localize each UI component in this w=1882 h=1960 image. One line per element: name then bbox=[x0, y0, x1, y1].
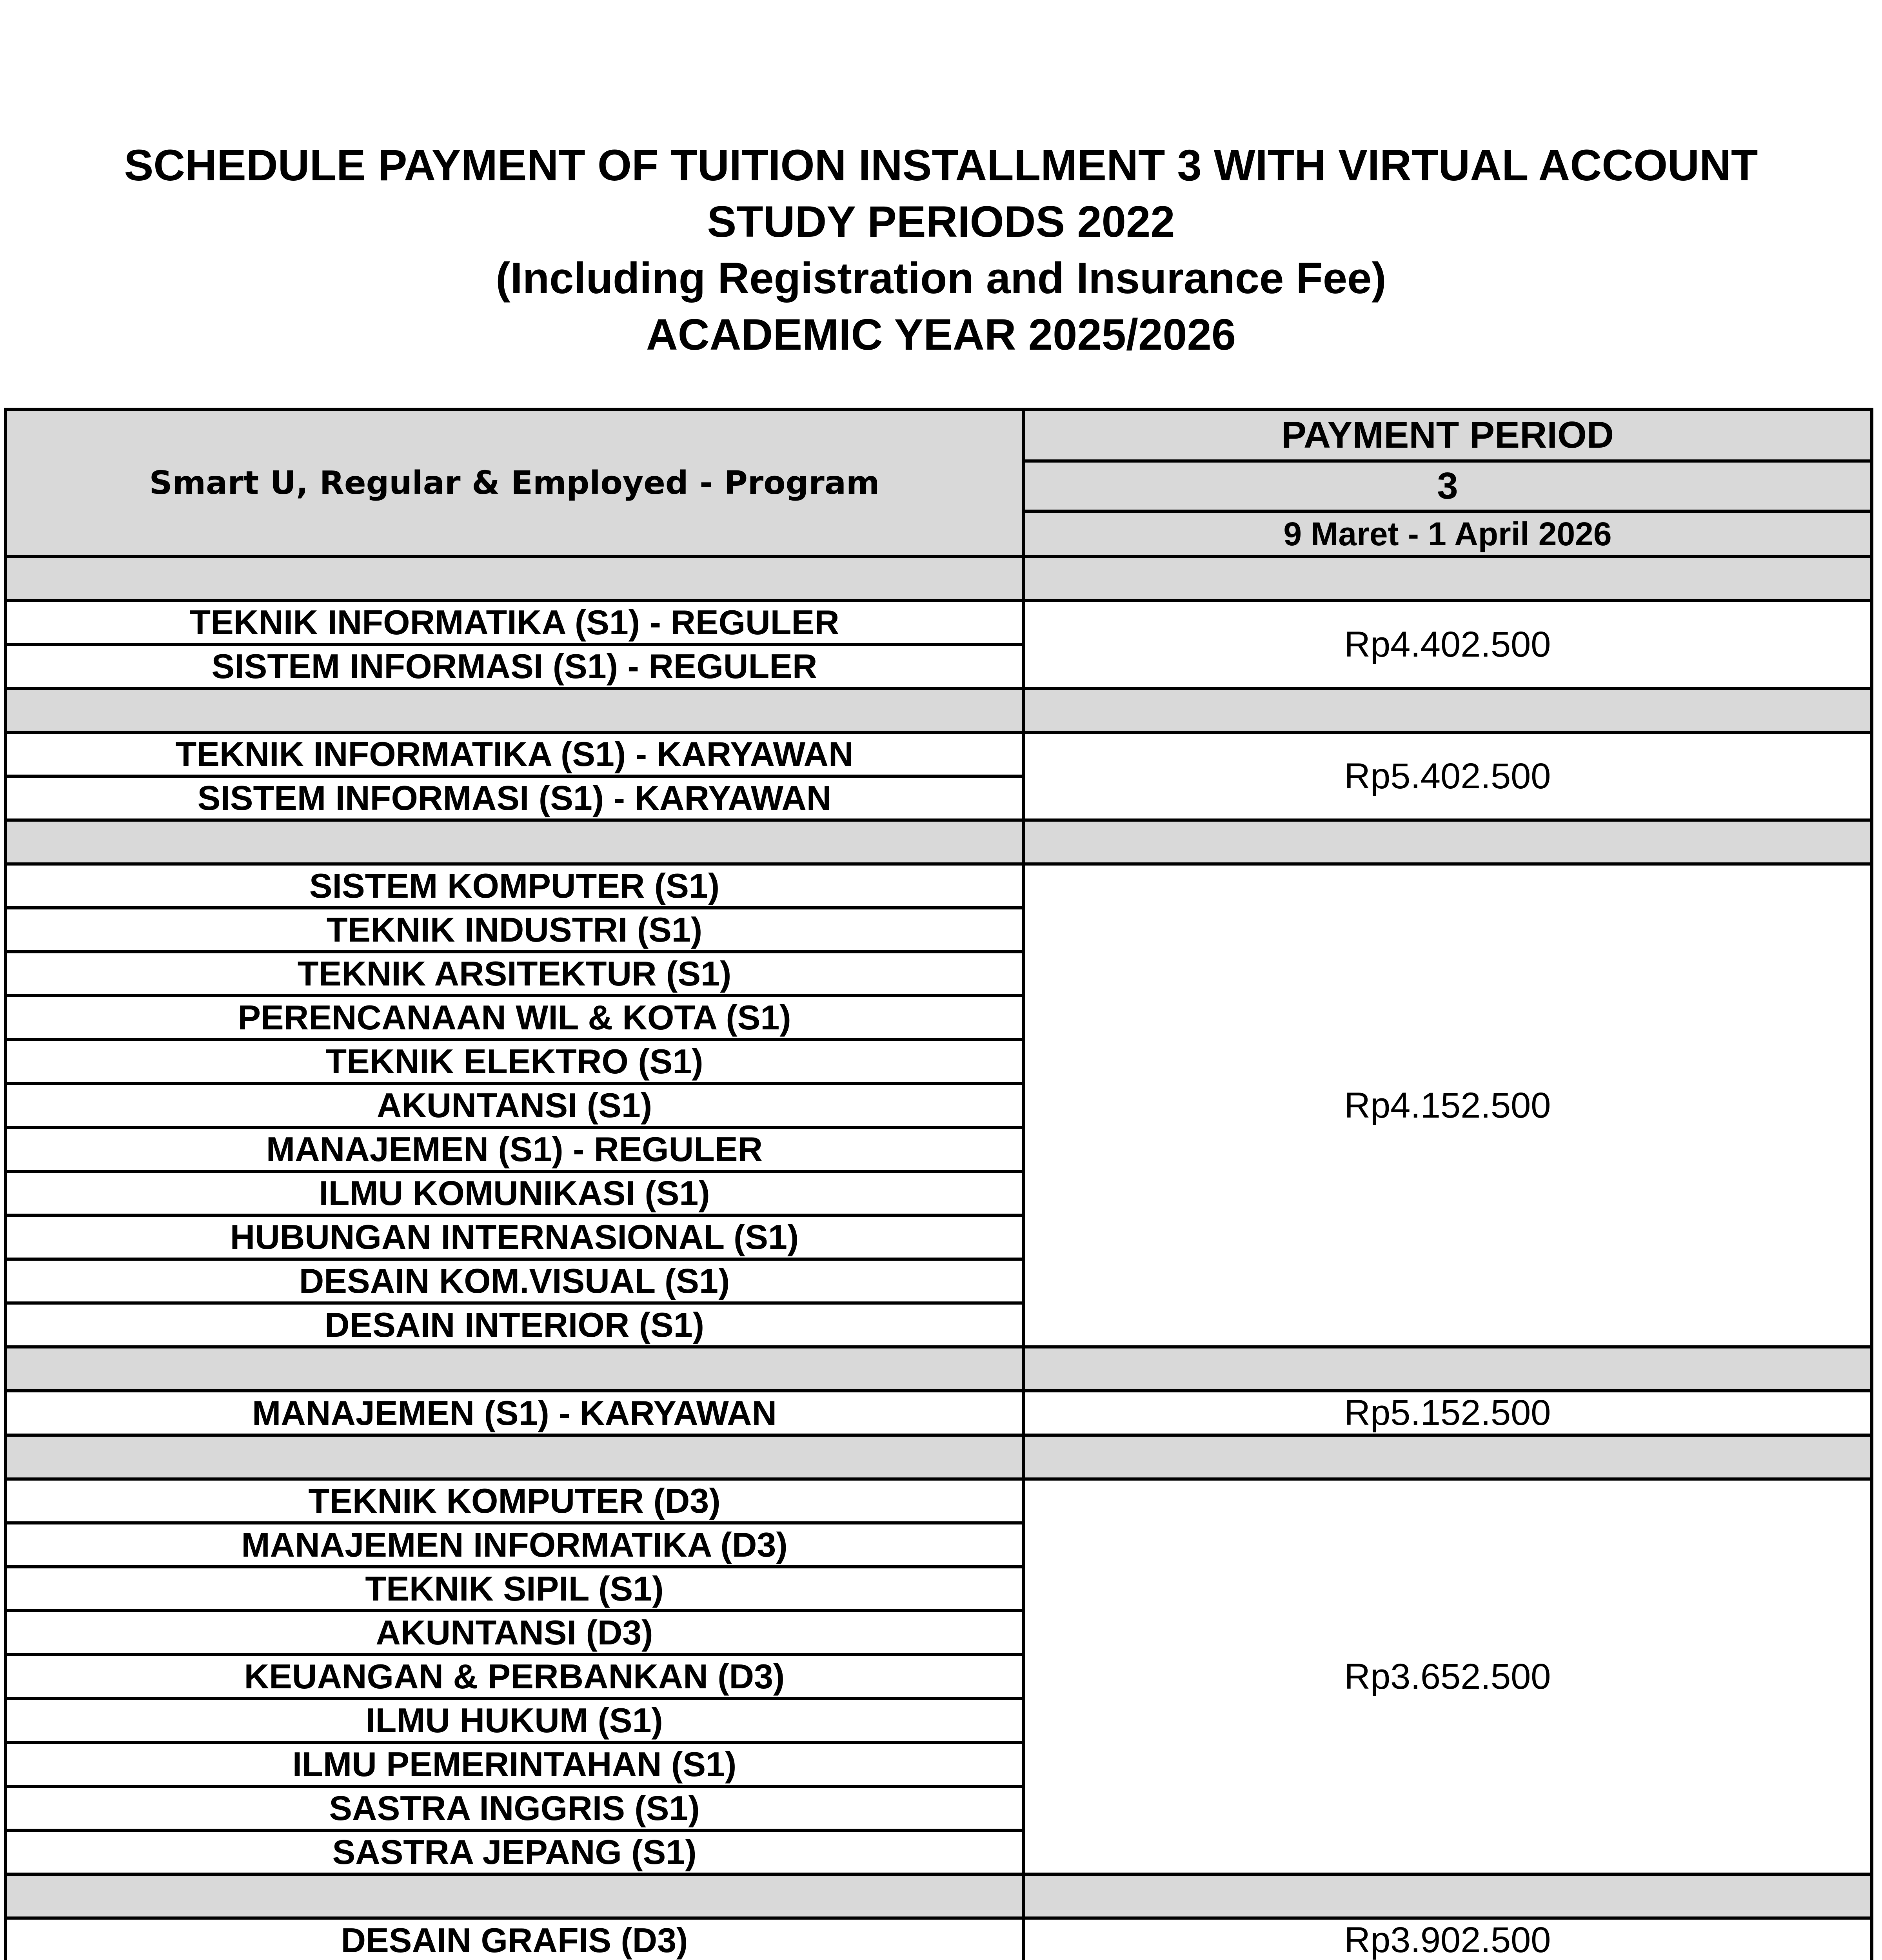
document-title bbox=[0, 137, 1882, 363]
program-name: TEKNIK KOMPUTER (D3) bbox=[5, 1479, 1023, 1523]
separator-cell bbox=[5, 1347, 1023, 1391]
separator-row bbox=[5, 1874, 1872, 1918]
payment-period-dates: 9 Maret - 1 April 2026 bbox=[1023, 511, 1872, 557]
program-name: MANAJEMEN (S1) - REGULER bbox=[5, 1127, 1023, 1171]
program-row bbox=[5, 732, 1872, 776]
program-name: PERENCANAAN WIL & KOTA (S1) bbox=[5, 996, 1023, 1040]
program-name: DESAIN KOM.VISUAL (S1) bbox=[5, 1259, 1023, 1303]
separator-cell bbox=[1023, 1435, 1872, 1479]
program-name: AKUNTANSI (S1) bbox=[5, 1083, 1023, 1127]
separator-cell bbox=[1023, 1347, 1872, 1391]
separator-cell bbox=[1023, 557, 1872, 601]
program-name: ILMU KOMUNIKASI (S1) bbox=[5, 1171, 1023, 1215]
program-name: ILMU PEMERINTAHAN (S1) bbox=[5, 1742, 1023, 1786]
program-row bbox=[5, 1918, 1872, 1960]
title-line-1: SCHEDULE PAYMENT OF TUITION INSTALLMENT 3 WITH VIRTUAL ACCOUNT bbox=[124, 141, 1758, 190]
separator-cell bbox=[5, 1874, 1023, 1918]
program-name: HUBUNGAN INTERNASIONAL (S1) bbox=[5, 1215, 1023, 1259]
tuition-amount: Rp3.652.500 bbox=[1023, 1479, 1872, 1874]
program-name: TEKNIK INFORMATIKA (S1) - KARYAWAN bbox=[5, 732, 1023, 776]
program-name: SASTRA INGGRIS (S1) bbox=[5, 1786, 1023, 1830]
separator-cell bbox=[5, 820, 1023, 864]
payment-period-header: PAYMENT PERIOD bbox=[1023, 409, 1872, 461]
program-name: KEUANGAN & PERBANKAN (D3) bbox=[5, 1655, 1023, 1699]
title-line-3: (Including Registration and Insurance Fee) bbox=[496, 254, 1386, 303]
program-row bbox=[5, 864, 1872, 908]
program-name: TEKNIK ARSITEKTUR (S1) bbox=[5, 952, 1023, 996]
program-name: ILMU HUKUM (S1) bbox=[5, 1699, 1023, 1742]
program-name: TEKNIK ELEKTRO (S1) bbox=[5, 1040, 1023, 1083]
tuition-amount: Rp3.902.500 bbox=[1023, 1918, 1872, 1960]
title-line-4: ACADEMIC YEAR 2025/2026 bbox=[646, 310, 1236, 359]
program-name: SISTEM INFORMASI (S1) - REGULER bbox=[5, 644, 1023, 688]
program-name: DESAIN GRAFIS (D3) bbox=[5, 1918, 1023, 1960]
program-name: TEKNIK INDUSTRI (S1) bbox=[5, 908, 1023, 952]
program-name: MANAJEMEN INFORMATIKA (D3) bbox=[5, 1523, 1023, 1567]
separator-row bbox=[5, 557, 1872, 601]
program-name: DESAIN INTERIOR (S1) bbox=[5, 1303, 1023, 1347]
tuition-amount: Rp4.402.500 bbox=[1023, 601, 1872, 688]
program-name: SISTEM INFORMASI (S1) - KARYAWAN bbox=[5, 776, 1023, 820]
separator-cell bbox=[1023, 820, 1872, 864]
program-row bbox=[5, 1391, 1872, 1435]
program-name: TEKNIK INFORMATIKA (S1) - REGULER bbox=[5, 601, 1023, 644]
program-row bbox=[5, 601, 1872, 644]
separator-row bbox=[5, 1435, 1872, 1479]
separator-row bbox=[5, 1347, 1872, 1391]
program-name: TEKNIK SIPIL (S1) bbox=[5, 1567, 1023, 1611]
separator-cell bbox=[5, 557, 1023, 601]
program-row bbox=[5, 1479, 1872, 1523]
program-name: MANAJEMEN (S1) - KARYAWAN bbox=[5, 1391, 1023, 1435]
program-name: AKUNTANSI (D3) bbox=[5, 1611, 1023, 1655]
separator-cell bbox=[5, 688, 1023, 732]
program-column-header: Smart U, Regular & Employed - Program bbox=[5, 409, 1023, 557]
separator-cell bbox=[1023, 688, 1872, 732]
separator-cell bbox=[1023, 1874, 1872, 1918]
payment-period-number: 3 bbox=[1023, 461, 1872, 511]
tuition-amount: Rp5.402.500 bbox=[1023, 732, 1872, 820]
tuition-amount: Rp4.152.500 bbox=[1023, 864, 1872, 1347]
separator-cell bbox=[5, 1435, 1023, 1479]
title-line-2: STUDY PERIODS 2022 bbox=[707, 197, 1175, 246]
program-name: SASTRA JEPANG (S1) bbox=[5, 1830, 1023, 1874]
tuition-amount: Rp5.152.500 bbox=[1023, 1391, 1872, 1435]
separator-row bbox=[5, 688, 1872, 732]
program-name: SISTEM KOMPUTER (S1) bbox=[5, 864, 1023, 908]
payment-schedule-table bbox=[4, 408, 1873, 1960]
separator-row bbox=[5, 820, 1872, 864]
